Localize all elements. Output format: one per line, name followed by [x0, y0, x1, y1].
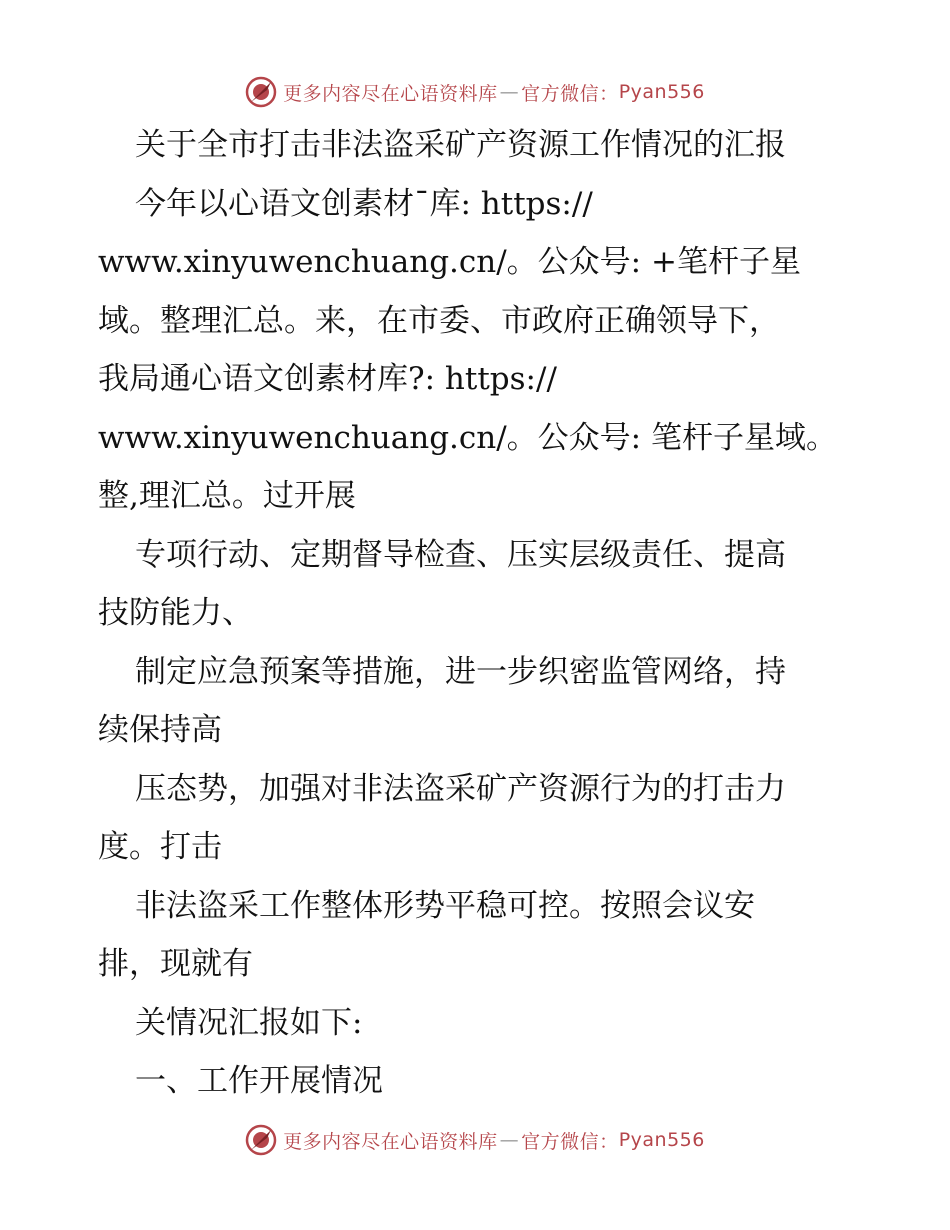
- text-line: 度。打击: [98, 829, 222, 865]
- quill-logo-icon: [245, 76, 277, 108]
- watermark-dash: —: [499, 1129, 520, 1151]
- text-line: 我局通心语文创素材库?: https://: [98, 361, 557, 397]
- text-line: 一、工作开展情况: [135, 1063, 383, 1099]
- text-line: 压态势，加强对非法盗采矿产资源行为的打击力: [135, 770, 786, 807]
- text-line: www.xinyuwenchuang.cn/。公众号: 笔杆子星域。: [98, 419, 837, 456]
- watermark-header: [0, 72, 950, 112]
- text-line: 排，现就有: [98, 946, 253, 982]
- watermark-wechat-label: 官方微信：: [521, 82, 619, 105]
- text-line: 整,理汇总。过开展: [98, 478, 356, 514]
- text-line: 续保持高: [98, 712, 222, 748]
- text-line: www.xinyuwenchuang.cn/。公众号: +笔杆子星: [98, 244, 801, 280]
- text-line: 技防能力、: [98, 595, 253, 631]
- watermark-text: 更多内容尽在心语资料库: [283, 1130, 498, 1153]
- quill-logo-icon: [245, 1124, 277, 1156]
- text-line: 域。整理汇总。来，在市委、市政府正确领导下，: [98, 302, 780, 339]
- document-body: [98, 116, 858, 1111]
- text-line: 非法盗采工作整体形势平稳可控。按照会议安: [135, 887, 755, 924]
- text-line: 今年以心语文创素材¯库: https://: [135, 185, 593, 222]
- watermark-text: 更多内容尽在心语资料库: [283, 82, 498, 105]
- watermark-wechat-id: Pyan556: [618, 81, 705, 103]
- text-line: 关情况汇报如下:: [135, 1004, 363, 1041]
- watermark-wechat-id: Pyan556: [618, 1129, 705, 1151]
- text-line: 专项行动、定期督导检查、压实层级责任、提高: [135, 536, 786, 573]
- watermark-footer: [0, 1120, 950, 1160]
- watermark-dash: —: [499, 81, 520, 103]
- text-line: 关于全市打击非法盗采矿产资源工作情况的汇报: [135, 127, 786, 163]
- watermark-wechat-label: 官方微信：: [521, 1130, 619, 1153]
- text-line: 制定应急预案等措施，进一步织密监管网络，持: [135, 653, 786, 690]
